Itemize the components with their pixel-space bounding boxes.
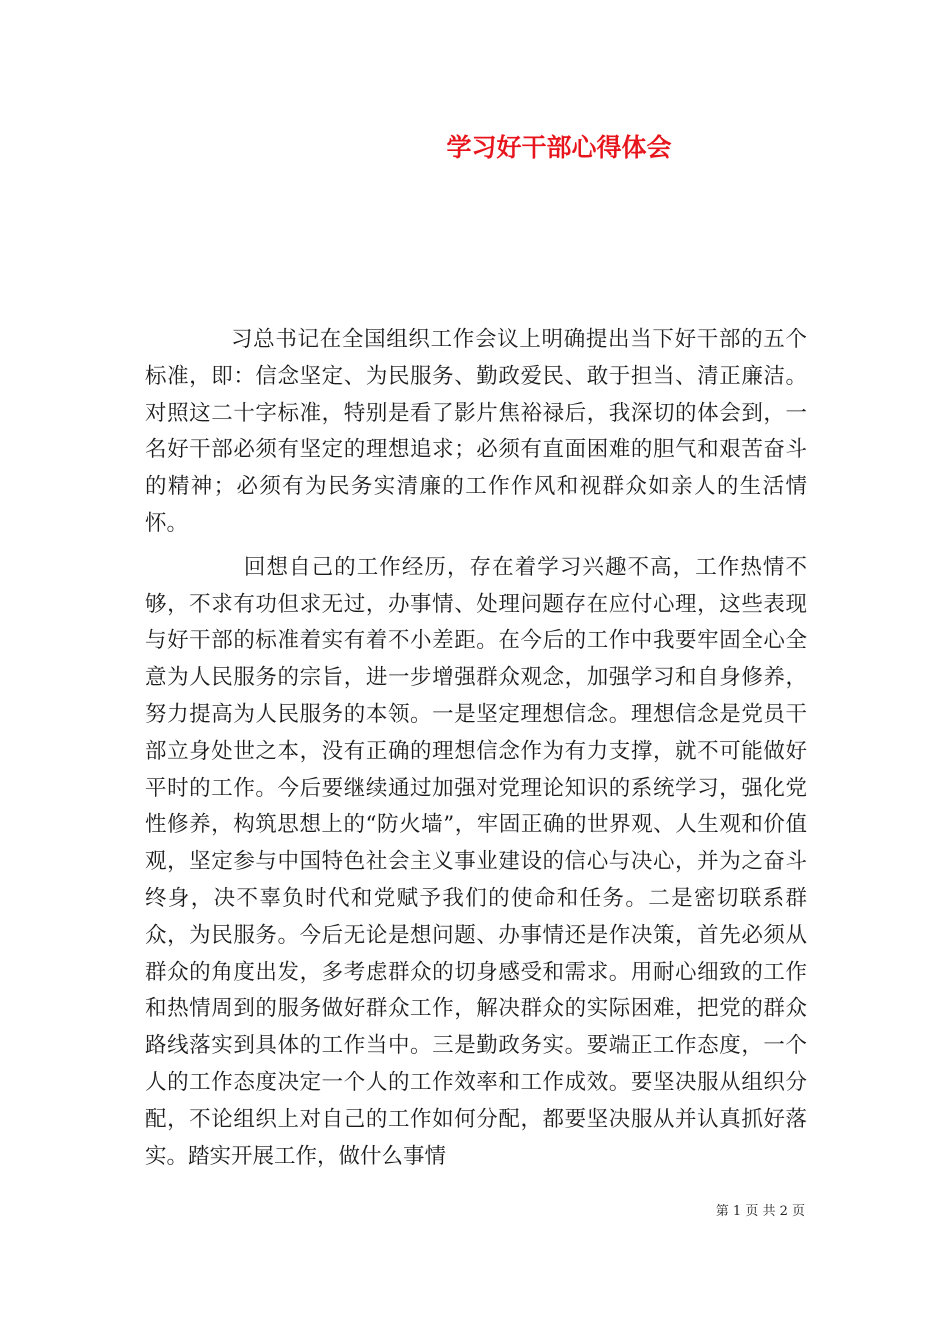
paragraph-1: 习总书记在全国组织工作会议上明确提出当下好干部的五个标准，即：信念坚定、为民服务、勤政爱民、敢于担当、清正廉洁。对照这二十字标准，特别是看了影片焦裕禄后，我深切的体会到，一名好干部必须有坚定的理想追求；必须有直面困难的胆气和艰苦奋斗的精神；必须有为民务实清廉的工作作风和视群众如亲人的生活情怀。: [145, 327, 807, 536]
page-number-footer: 第 1 页 共 2 页: [715, 1204, 805, 1219]
document-title: 学习好干部心得体会: [446, 133, 672, 162]
paragraph-2: 回想自己的工作经历，存在着学习兴趣不高，工作热情不够，不求有功但求无过，办事情、处理问题存在应付心理，这些表现与好干部的标准着实有着不小差距。在今后的工作中我要牢固全心全意为人民服务的宗旨，进一步增强群众观念，加强学习和自身修养，努力提高为人民服务的本领。一是坚定理想信念。理想信念是党员干部立身处世之本，没有正确的理想信念作为有力支撑，就不可能做好平时的工作。今后要继续通过加强对党理论知识的系统学习，强化党性修养，构筑思想上的“防火墙”，牢固正确的世界观、人生观和价值观，坚定参与中国特色社会主义事业建设的信心与决心，并为之奋斗终身，决不辜负时代和党赋予我们的使命和任务。二是密切联系群众，为民服务。今后无论是想问题、办事情还是作决策，首先必须从群众的角度出发，多考虑群众的切身感受和需求。用耐心细致的工作和热情周到的服务做好群众工作，解决群众的实际困难，把党的群众路线落实到具体的工作当中。三是勤政务实。要端正工作态度，一个人的工作态度决定一个人的工作效率和工作成效。要坚决服从组织分配，不论组织上对自己的工作如何分配，都要坚决服从并认真抓好落实。踏实开展工作，做什么事情: [145, 554, 807, 1169]
document-body: [145, 322, 807, 1182]
